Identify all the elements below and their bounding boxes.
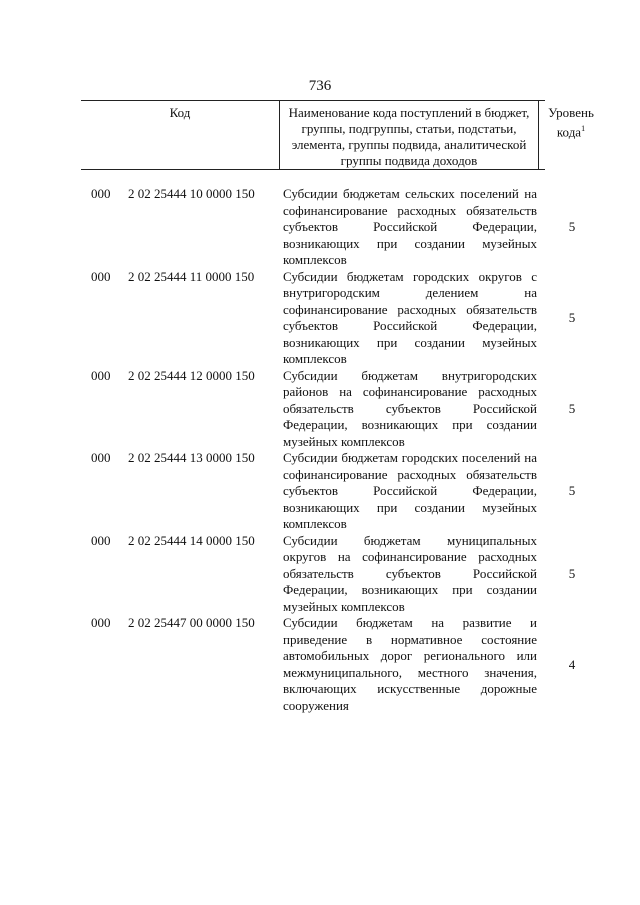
admin-code: 000 [91, 186, 111, 201]
revenue-code: 2 02 25444 14 0000 150 [128, 532, 255, 548]
revenue-code: 2 02 25444 11 0000 150 [128, 268, 255, 284]
page-number: 736 [308, 78, 332, 94]
revenue-code: 2 02 25444 10 0000 150 [128, 186, 255, 201]
header-level-label: Уровень кода [548, 105, 594, 140]
table-row [81, 186, 601, 269]
admin-code: 000 [91, 532, 111, 548]
revenue-code: 2 02 25444 13 0000 150 [128, 450, 255, 465]
code-level: 4 [568, 656, 576, 672]
code-level: 5 [568, 309, 576, 325]
code-level: 5 [568, 219, 576, 234]
header-code: Код [169, 105, 191, 120]
table-row [81, 269, 601, 368]
header-level [539, 101, 603, 169]
code-level: 5 [568, 565, 576, 581]
admin-code: 000 [91, 615, 111, 630]
revenue-name: Субсидии бюджетам сельских поселений на софинансирование расходных обязательств субъектов Российской Федерации, возникающих при создании музейных комплексов [283, 186, 537, 267]
header-name: Наименование кода поступлений в бюджет, группы, подгруппы, статьи, подстатьи, элемента, группы подвида, аналитической группы подвида доходов [279, 101, 539, 169]
table-body [81, 186, 601, 714]
revenue-code: 2 02 25444 12 0000 150 [128, 367, 255, 383]
table-row [81, 450, 601, 533]
header-level-footnote: 1 [581, 124, 586, 133]
code-level: 5 [568, 400, 576, 416]
admin-code: 000 [91, 367, 111, 383]
revenue-name: Субсидии бюджетам муниципальных округов на софинансирование расходных обязательств субъектов Российской Федерации, возникающих при создании музейных комплексов [283, 532, 537, 614]
revenue-name: Субсидии бюджетам внутригородских районов на софинансирование расходных обязательств субъектов Российской Федерации, возникающих при создании музейных комплексов [283, 367, 537, 449]
table-header [81, 100, 594, 170]
revenue-name: Субсидии бюджетам на развитие и приведение в нормативное состояние автомобильных дорог регионального или межмуниципального, местного значения, включающих искусственные дорожные сооружения [283, 615, 537, 713]
revenue-name: Субсидии бюджетам городских округов с внутригородским делением на софинансирование расходных обязательств субъектов Российской Федерации, возникающих при создании музейных комплексов [283, 268, 537, 366]
table-row [81, 368, 601, 451]
revenue-code: 2 02 25447 00 0000 150 [128, 615, 255, 630]
table-row [81, 615, 601, 714]
code-level: 5 [568, 483, 576, 498]
revenue-name: Субсидии бюджетам городских поселений на софинансирование расходных обязательств субъектов Российской Федерации, возникающих при создании музейных комплексов [283, 450, 537, 531]
admin-code: 000 [91, 450, 111, 465]
admin-code: 000 [91, 268, 111, 284]
table-row [81, 533, 601, 616]
